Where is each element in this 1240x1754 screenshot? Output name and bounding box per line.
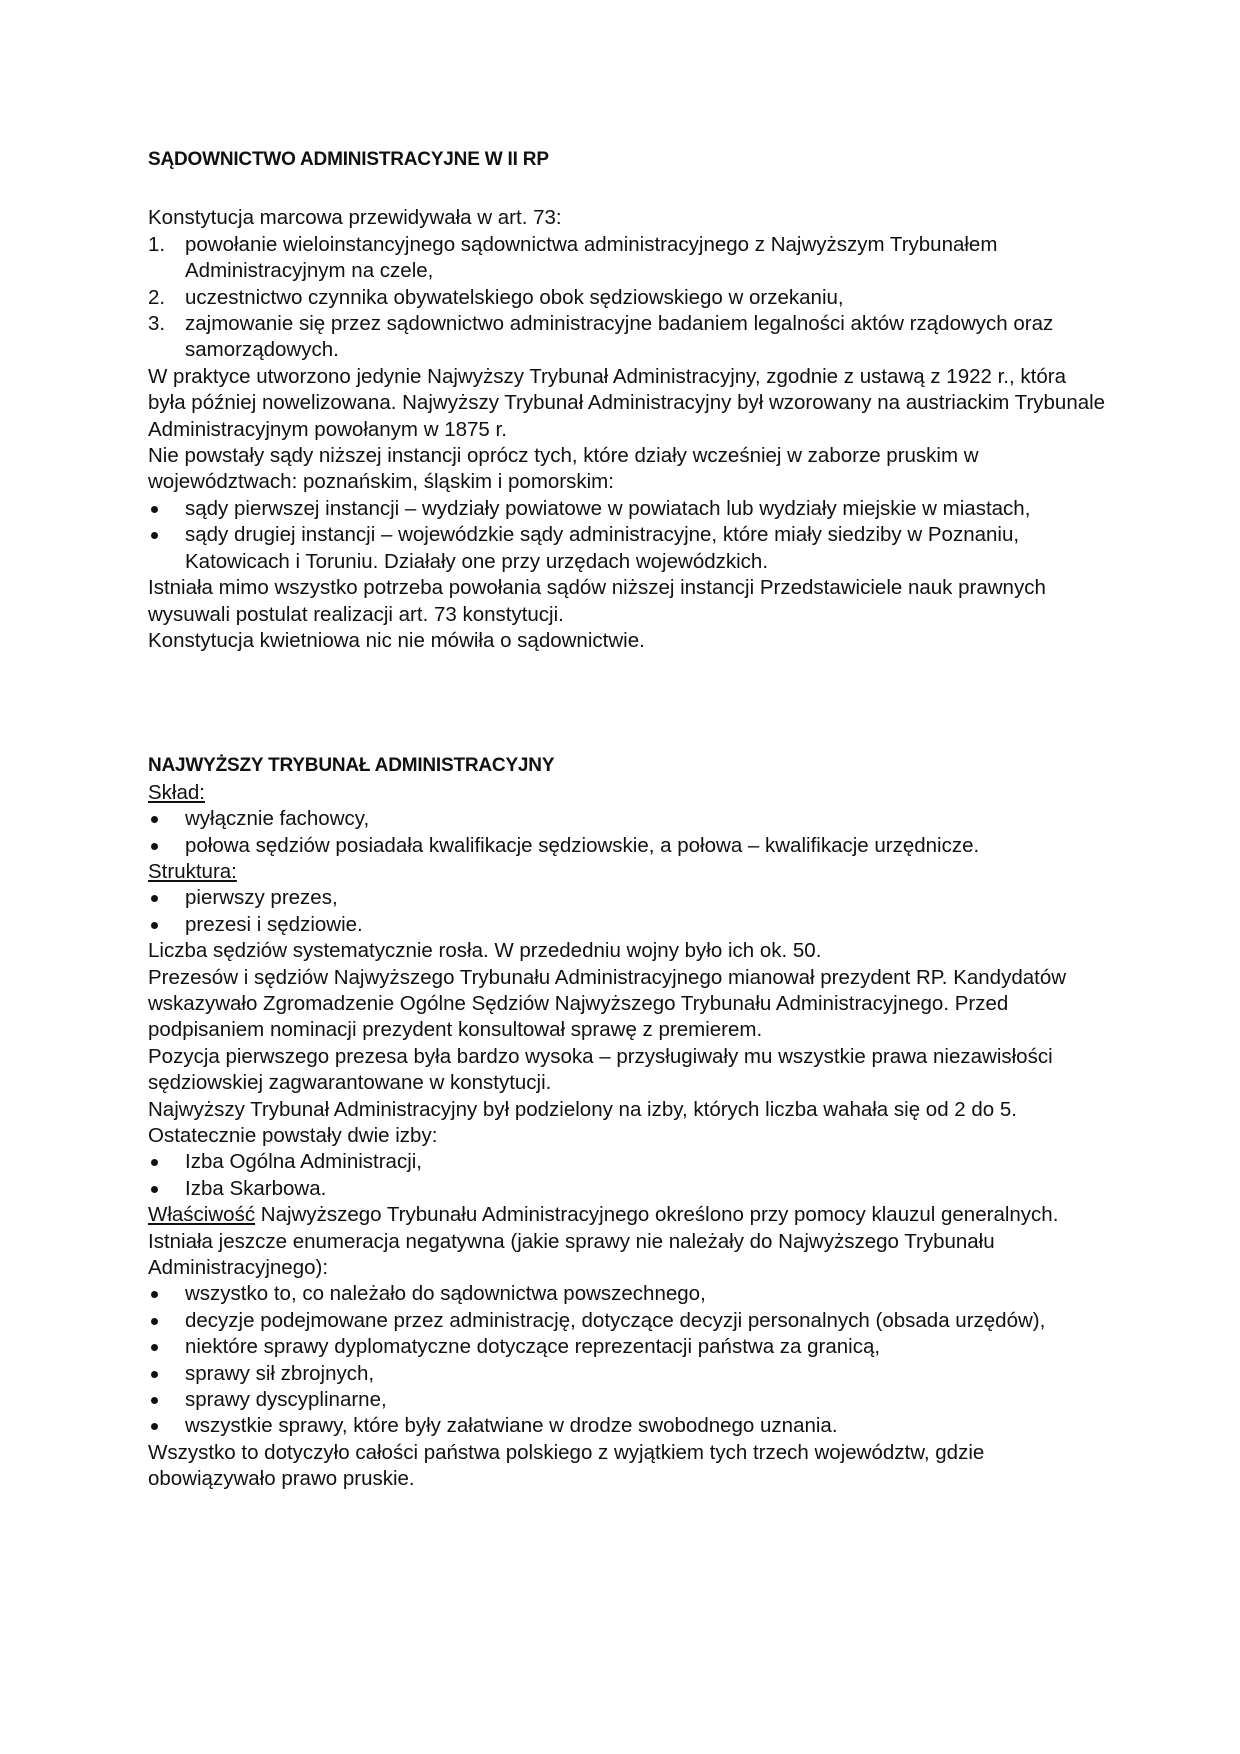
bullet-icon (151, 506, 158, 513)
list-item-text: Izba Ogólna Administracji, (185, 1150, 423, 1174)
list-item (148, 1149, 1108, 1175)
bullet-icon (151, 1344, 158, 1351)
bullet-icon (151, 1397, 158, 1404)
list-item-text: prezesi i sędziowie. (185, 912, 363, 936)
list-item-text: niektóre sprawy dyplomatyczne dotyczące reprezentacji państwa za granicą, (185, 1335, 881, 1359)
list-item-text: połowa sędziów posiadała kwalifikacje sędziowskie, a połowa – kwalifikacje urzędnicze. (185, 833, 980, 857)
list-item (148, 1413, 1108, 1439)
list-item-text: decyzje podejmowane przez administrację, dotyczące decyzji personalnych (obsada urzędów), (185, 1308, 1046, 1332)
list-item (148, 885, 1108, 911)
list-item-text: sprawy sił zbrojnych, (185, 1361, 375, 1385)
paragraph: Nie powstały sądy niższej instancji oprócz tych, które działy wcześniej w zaborze pruskim w województwach: poznańskim, śląskim i pomorskim: (148, 444, 979, 494)
list-item-text: uczestnictwo czynnika obywatelskiego obok sędziowskiego w orzekaniu, (185, 285, 844, 309)
list-item (148, 522, 1108, 575)
list-item-text: wszystkie sprawy, które były załatwiane w drodze swobodnego uznania. (185, 1414, 838, 1438)
list-item (148, 912, 1108, 938)
bullet-icon (151, 895, 158, 902)
paragraph: Pozycja pierwszego prezesa była bardzo wysoka – przysługiwały mu wszystkie prawa niezawisłości sędziowskiej zagwarantowane w konstytucji. (148, 1044, 1053, 1095)
bullet-icon (151, 843, 158, 850)
paragraph: Prezesów i sędziów Najwyższego Trybunału Administracyjnego mianował prezydent RP. Kandydatów wskazywało Zgromadzenie Ogólne Sędziów Najwyższego Trybunału Administracyjnego. Przed podpisaniem nominacji prezydent konsultował sprawę z premierem. (148, 965, 1067, 1042)
bullet-icon (151, 1318, 158, 1325)
numbered-list (148, 232, 1108, 364)
section-title: SĄDOWNICTWO ADMINISTRACYJNE W II RP (148, 149, 549, 170)
list-item (148, 1308, 1108, 1334)
list-item (148, 232, 1108, 285)
paragraph (148, 1202, 1108, 1281)
list-item (148, 1361, 1108, 1387)
list-item-text: sprawy dyscyplinarne, (185, 1388, 387, 1412)
document-page (148, 147, 1108, 1493)
bullet-icon (151, 1423, 158, 1430)
bullet-list (148, 806, 1108, 859)
list-item-text: sądy drugiej instancji – wojewódzkie sądy administracyjne, które miały siedziby w Poznaniu, Katowicach i Toruniu. Działały one przy urzędach wojewódzkich. (185, 523, 1020, 573)
list-item-text: zajmowanie się przez sądownictwo administracyjne badaniem legalności aktów rządowych oraz samorządowych. (185, 312, 1054, 362)
list-item (148, 806, 1108, 832)
paragraph: Konstytucja kwietniowa nic nie mówiła o sądownictwie. (148, 628, 645, 652)
list-item (148, 311, 1108, 364)
list-item-text: powołanie wieloinstancyjnego sądownictwa administracyjnego z Najwyższym Trybunałem Administracyjnym na czele, (185, 232, 998, 283)
bullet-list (148, 496, 1108, 575)
list-item (148, 1387, 1108, 1413)
bullet-icon (151, 1159, 158, 1166)
paragraph-text: Najwyższego Trybunału Administracyjnego określono przy pomocy klauzul generalnych. Istniała jeszcze enumeracja negatywna (jakie sprawy nie należały do Najwyższego Trybunału Administracyjnego): (148, 1203, 1059, 1280)
bullet-icon (151, 1291, 158, 1298)
section-title: NAJWYŻSZY TRYBUNAŁ ADMINISTRACYJNY (148, 755, 555, 777)
subsection-label: Struktura: (148, 859, 237, 883)
bullet-icon (151, 532, 158, 539)
bullet-list (148, 1281, 1108, 1439)
list-item-text: wyłącznie fachowcy, (185, 807, 370, 831)
list-number: 2. (148, 285, 166, 309)
list-item-text: Izba Skarbowa. (185, 1176, 327, 1200)
list-item (148, 833, 1108, 859)
bullet-list (148, 1149, 1108, 1202)
list-item (148, 1281, 1108, 1307)
bullet-icon (151, 1371, 158, 1378)
paragraph: Konstytucja marcowa przewidywała w art. 73: (148, 206, 562, 230)
bullet-list (148, 885, 1108, 938)
list-number: 3. (148, 312, 166, 336)
list-item-text: sądy pierwszej instancji – wydziały powiatowe w powiatach lub wydziały miejskie w miastach, (185, 496, 1031, 520)
paragraph: Wszystko to dotyczyło całości państwa polskiego z wyjątkiem tych trzech województw, gdzie obowiązywało prawo pruskie. (148, 1440, 985, 1491)
paragraph: Najwyższy Trybunał Administracyjny był podzielony na izby, których liczba wahała się od 2 do 5. Ostatecznie powstały dwie izby: (148, 1097, 1017, 1147)
list-item (148, 1334, 1108, 1360)
list-item (148, 285, 1108, 311)
list-item (148, 496, 1108, 522)
list-item-text: wszystko to, co należało do sądownictwa powszechnego, (185, 1282, 706, 1306)
paragraph: Istniała mimo wszystko potrzeba powołania sądów niższej instancji Przedstawiciele nauk prawnych wysuwali postulat realizacji art. 73 konstytucji. (148, 576, 1046, 626)
bullet-icon (151, 922, 158, 929)
bullet-icon (151, 1186, 158, 1193)
bullet-icon (151, 816, 158, 823)
list-number: 1. (148, 232, 166, 256)
list-item (148, 1176, 1108, 1202)
subsection-label: Właściwość (148, 1203, 256, 1227)
paragraph: Liczba sędziów systematycznie rosła. W przededniu wojny było ich ok. 50. (148, 939, 822, 963)
list-item-text: pierwszy prezes, (185, 886, 338, 910)
subsection-label: Skład: (148, 780, 205, 804)
paragraph: W praktyce utworzono jedynie Najwyższy Trybunał Administracyjny, zgodnie z ustawą z 1922 r., która była później nowelizowana. Najwyższy Trybunał Administracyjny był wzorowany na austriackim Trybunale Administracyjnym powołanym w 1875 r. (148, 364, 1106, 441)
